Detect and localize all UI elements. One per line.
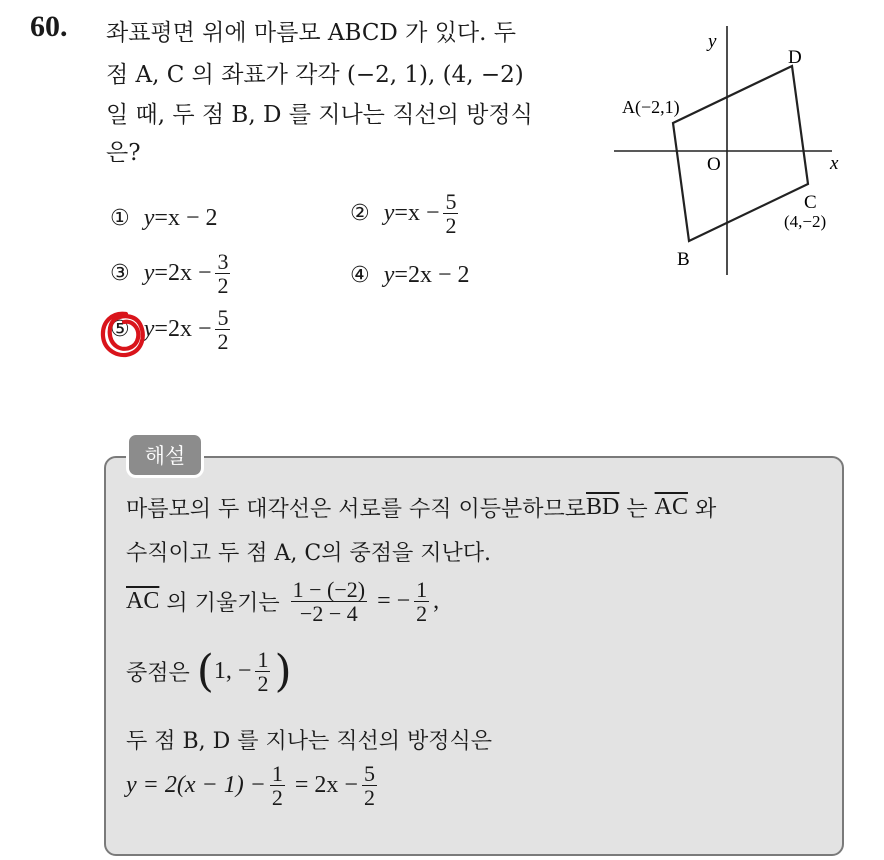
solution-line-6	[126, 762, 381, 809]
final-fraction-2-numerator: 5	[363, 761, 375, 786]
segment-ac: $\overline{AC}$	[654, 494, 688, 520]
option-3-fraction-denominator: 2	[217, 273, 229, 299]
option-1-eq: =	[154, 205, 168, 231]
slope-comma: ,	[433, 588, 440, 615]
question-number: 60.	[30, 10, 68, 43]
solution-line-3	[126, 578, 439, 625]
label-A: A(−2,1)	[622, 97, 680, 117]
option-2-fraction	[443, 190, 458, 237]
option-2-eq: =	[394, 200, 408, 227]
option-1[interactable]	[110, 205, 217, 232]
slope-fraction-numerator: 1 − (−2)	[292, 577, 366, 602]
option-4-lhs: y	[383, 262, 395, 288]
slope-equals: = −	[371, 588, 411, 615]
option-5-number: ⑤	[110, 317, 130, 343]
question-text-line-4: 은?	[106, 140, 141, 166]
solution-line-1-mid: 는	[619, 497, 655, 522]
label-B: B	[677, 249, 690, 270]
option-3-rhs: 2x −	[167, 260, 212, 287]
segment-ac-slope: $\overline{AC}$	[126, 588, 160, 615]
option-4[interactable]	[350, 262, 469, 289]
option-3-fraction	[215, 250, 230, 297]
option-2-number: ②	[350, 201, 370, 227]
final-fraction-1	[270, 762, 285, 809]
final-fraction-1-denominator: 2	[271, 785, 283, 811]
option-2-lhs: y	[383, 200, 395, 227]
solution-line-1-post: 와	[687, 497, 717, 522]
option-5-lhs: y	[143, 316, 155, 343]
option-1-rhs: x − 2	[167, 205, 218, 231]
segment-bd: $\overline{BD}$	[586, 494, 620, 520]
midpoint-fraction-denominator: 2	[257, 671, 269, 697]
option-3-eq: =	[154, 260, 168, 287]
final-fraction-2-denominator: 2	[363, 785, 375, 811]
final-fraction-2	[362, 762, 377, 809]
option-5-eq: =	[154, 316, 168, 343]
question-text-line-3: 일 때, 두 점 B, D 를 지나는 직선의 방정식	[106, 102, 533, 128]
label-D: D	[788, 47, 802, 68]
midpoint-fraction-numerator: 1	[257, 647, 269, 672]
solution-tab: 해설	[126, 432, 204, 478]
label-C-coord: (4,−2)	[784, 212, 827, 231]
solution-line-2: 수직이고 두 점 A, C의 중점을 지난다.	[126, 541, 491, 566]
option-4-number: ④	[350, 263, 370, 288]
option-5-fraction	[215, 306, 230, 353]
solution-line-4-text: 중점은	[126, 661, 197, 687]
slope-fraction	[291, 578, 367, 625]
midpoint-fraction	[255, 648, 270, 695]
option-5-fraction-numerator: 5	[217, 305, 229, 330]
solution-line-1-pre: 마름모의 두 대각선은 서로를 수직 이등분하므로	[126, 497, 587, 522]
slope-fraction-denominator: −2 − 4	[299, 601, 358, 627]
slope-result-denominator: 2	[416, 601, 428, 627]
answer-circle-mark	[96, 306, 152, 362]
solution-line-5: 두 점 B, D 를 지나는 직선의 방정식은	[126, 729, 493, 754]
option-1-number: ①	[110, 206, 130, 231]
right-paren: )	[274, 645, 292, 697]
option-2-rhs: x −	[407, 200, 440, 227]
question-text-line-2: 점 A, C 의 좌표가 각각 (−2, 1), (4, −2)	[106, 62, 524, 88]
option-5-rhs: 2x −	[167, 316, 212, 343]
label-C: C	[804, 192, 817, 213]
slope-result-numerator: 1	[416, 577, 428, 602]
midpoint-coord: 1, −	[213, 658, 252, 685]
left-paren: (	[196, 645, 214, 697]
origin-label: O	[707, 154, 721, 175]
slope-result-fraction	[414, 578, 429, 625]
option-4-rhs: 2x − 2	[407, 262, 470, 288]
x-axis-label: x	[830, 153, 839, 174]
y-axis-label: y	[708, 31, 717, 52]
final-equation-pre: y = 2(x − 1) −	[126, 772, 266, 799]
option-3-lhs: y	[143, 260, 155, 287]
option-2[interactable]	[350, 190, 462, 237]
option-3-number: ③	[110, 261, 130, 287]
option-4-eq: =	[394, 262, 408, 288]
option-1-lhs: y	[143, 205, 155, 231]
final-equation-mid: = 2x −	[288, 772, 358, 799]
option-2-fraction-denominator: 2	[445, 213, 457, 239]
question-text-line-1: 좌표평면 위에 마름모 ABCD 가 있다. 두	[106, 20, 516, 46]
option-5-fraction-denominator: 2	[217, 329, 229, 355]
final-fraction-1-numerator: 1	[271, 761, 283, 786]
option-3[interactable]	[110, 250, 234, 297]
solution-line-4	[126, 645, 292, 697]
option-3-fraction-numerator: 3	[217, 249, 229, 274]
option-2-fraction-numerator: 5	[445, 189, 457, 214]
rhombus-graph	[600, 20, 860, 290]
solution-line-3-text: 의 기울기는	[159, 591, 287, 617]
solution-line-1	[126, 492, 716, 523]
